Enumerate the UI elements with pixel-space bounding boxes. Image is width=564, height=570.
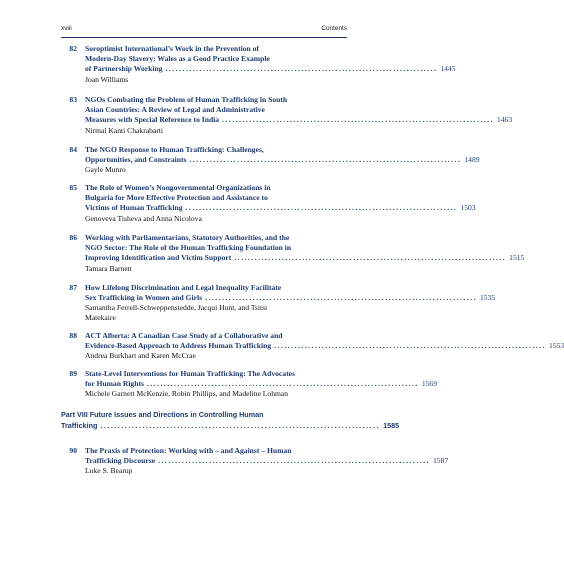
page-number: 1569 [421,379,437,389]
leader-dots: ................................................................................ [185,203,458,213]
chapter-number: 85 [69,183,77,192]
page-number: 1515 [509,253,525,263]
chapter-authors: Matekaire [85,313,116,323]
chapter-authors: Nirmal Kanti Chakrabarti [85,125,164,135]
chapter-title-line: Measures with Special Reference to India [85,115,220,125]
chapter-title-line: Asian Countries: A Review of Legal and Administrative [85,105,265,115]
leader-dots: ................................................................................ [189,155,462,165]
page-number: 1489 [464,155,480,165]
part-title-line: Part VIII Future Issues and Directions in Controlling Human [61,410,264,419]
chapter-number: 89 [69,369,77,378]
leader-dots: ................................................................................ [205,293,477,303]
chapter-authors: Joan Williams [85,74,129,84]
chapter-authors: Gayle Munro [85,165,126,175]
leader-dots: ................................................................................ [165,64,438,74]
chapter-authors: Tamara Barnett [85,263,132,273]
chapter-number: 87 [69,283,77,292]
part-heading[interactable] [61,410,400,431]
chapter-title-line: The Role of Women’s Nongovernmental Organizations in [85,183,271,192]
page-number: 1535 [479,293,496,303]
chapter-authors: Michele Garnett McKenzie, Robin Phillips, and Madeline Lohman [85,389,289,399]
section-title: Contents [321,25,347,32]
chapter-title-line: of Partnership Working [85,64,163,74]
chapter-title-line: Evidence-Based Approach to Address Human Trafficking [85,341,272,351]
chapter-title-line: Working with Parliamentarians, Statutory Authorities, and the [85,233,290,242]
chapter-authors: Andrea Burkhart and Karen McCrae [85,351,196,361]
chapter-title-line: NGO Sector: The Role of the Human Trafficking Foundation in [85,243,292,253]
page-number: 1585 [383,420,400,430]
chapter-title-line: NGOs Combating the Problem of Human Trafficking in South [85,95,288,104]
page-number: 1587 [432,456,449,466]
header-rule [61,37,347,38]
chapter-title-line: Bulgaria for More Effective Protection and Assistance to [85,193,268,203]
chapter-title-line: The Praxis of Protection: Working with – and Against – Human [85,446,292,455]
chapter-title-line: State-Level Interventions for Human Trafficking: The Advocates [85,369,295,378]
chapter-title-line: Improving Identification and Victim Support [85,253,232,263]
chapter-title-line: Trafficking Discourse [85,456,156,466]
part-title-line: Trafficking [61,420,98,430]
chapter-number: 90 [69,446,77,455]
chapter-authors: Samantha Ferrell-Schweppenstedde, Jacqui Hunt, and Tsitsi [85,303,268,313]
chapter-title-line: Modern-Day Slavery: Wales as a Good Practice Example [85,54,270,64]
chapter-authors: Luke S. Bearup [85,466,133,476]
leader-dots: ................................................................................ [234,253,507,263]
chapter-title-line: for Human Rights [85,379,144,389]
chapter-number: 86 [69,233,77,242]
page-number: 1463 [496,115,513,125]
chapter-authors: Genoveva Tisheva and Anna Nicolova [85,213,202,223]
chapter-number: 84 [69,145,77,154]
leader-dots: ................................................................................ [146,379,419,389]
leader-dots: ................................................................................ [100,420,381,430]
leader-dots: ................................................................................ [274,341,547,351]
chapter-title-line: Opportunities, and Constraints [85,155,187,165]
chapter-number: 83 [69,95,77,104]
leader-dots: ................................................................................ [158,456,430,466]
chapter-title-line: Soroptimist International’s Work in the Prevention of [85,44,259,53]
chapter-title-line: Victims of Human Trafficking [85,203,183,213]
chapter-title-line: ACT Alberta: A Canadian Case Study of a Collaborative and [85,331,283,340]
page-folio: xviii [61,25,72,32]
leader-dots: ................................................................................ [222,115,494,125]
chapter-number: 88 [69,331,77,340]
page-number: 1503 [460,203,476,213]
chapter-title-line: How Lifelong Discrimination and Legal Inequality Facilitate [85,283,282,292]
chapter-number: 82 [69,44,77,53]
page-number: 1553 [549,341,564,351]
chapter-title-line: The NGO Response to Human Trafficking: Challenges, [85,145,264,154]
page-number: 1445 [440,64,456,74]
chapter-title-line: Sex Trafficking in Women and Girls [85,293,203,303]
